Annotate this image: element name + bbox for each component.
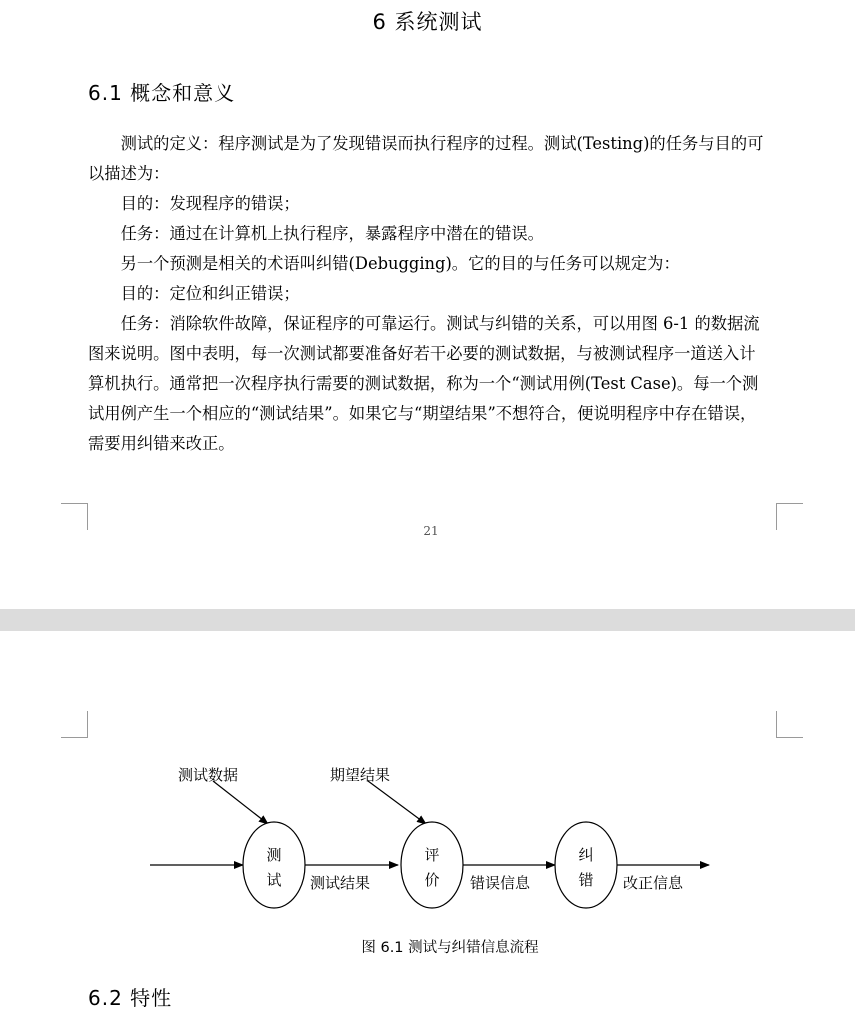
figure-caption: 图 6.1 测试与纠错信息流程 [361, 940, 539, 956]
chapter-title: 6 系统测试 [372, 10, 483, 34]
node-evaluate-top: 评 [424, 846, 440, 864]
label-error-info: 错误信息 [470, 874, 531, 892]
label-correction-info: 改正信息 [623, 874, 684, 892]
node-evaluate [401, 822, 463, 908]
paragraph-test-purpose: 目的：发现程序的错误； [120, 194, 300, 213]
paragraph-test-task: 任务：通过在计算机上执行程序，暴露程序中潜在的错误。 [120, 224, 544, 243]
label-expected-result: 期望结果 [330, 766, 391, 784]
node-test [243, 822, 305, 908]
paragraph-debug-purpose: 目的：定位和纠正错误； [120, 284, 300, 303]
node-test-top: 测 [266, 846, 282, 864]
flow-diagram [0, 631, 855, 931]
section-title-6-1: 6.1 概念和意义 [88, 81, 236, 105]
node-evaluate-bottom: 价 [424, 871, 440, 889]
section-title-6-2: 6.2 特性 [88, 986, 173, 1010]
test-data-arrow [213, 781, 268, 824]
paragraph-debug-task: 任务：消除软件故障，保证程序的可靠运行。测试与纠错的关系，可以用图 6-1 的数据流图来说明。图中表明，每一次测试都要准备好若干必要的测试数据，与被测试程序一道送入计算机执行。通常把一次程序执行需要的测试数据，称为一个“测试用例(Test Case)。每一个测试用例产生一个相应的“测试结果”。如果它与“期望结果”不想符合，便说明程序中存在错误，需要用纠错来改正。 [88, 314, 760, 453]
paragraph-debugging: 另一个预测是相关的术语叫纠错(Debugging)。它的目的与任务可以规定为： [120, 254, 680, 273]
page-22 [0, 631, 855, 1031]
section-body [88, 129, 768, 459]
node-debug-bottom: 错 [578, 871, 594, 889]
node-test-bottom: 试 [266, 871, 282, 889]
node-debug [555, 822, 617, 908]
node-debug-top: 纠 [578, 846, 594, 864]
label-test-result: 测试结果 [310, 874, 371, 892]
page-gap [0, 609, 855, 631]
expected-result-arrow [368, 781, 426, 824]
label-test-data: 测试数据 [178, 766, 239, 784]
paragraph-definition: 测试的定义：程序测试是为了发现错误而执行程序的过程。测试(Testing)的任务与目的可以描述为： [88, 134, 764, 183]
page-number: 21 [423, 524, 439, 538]
